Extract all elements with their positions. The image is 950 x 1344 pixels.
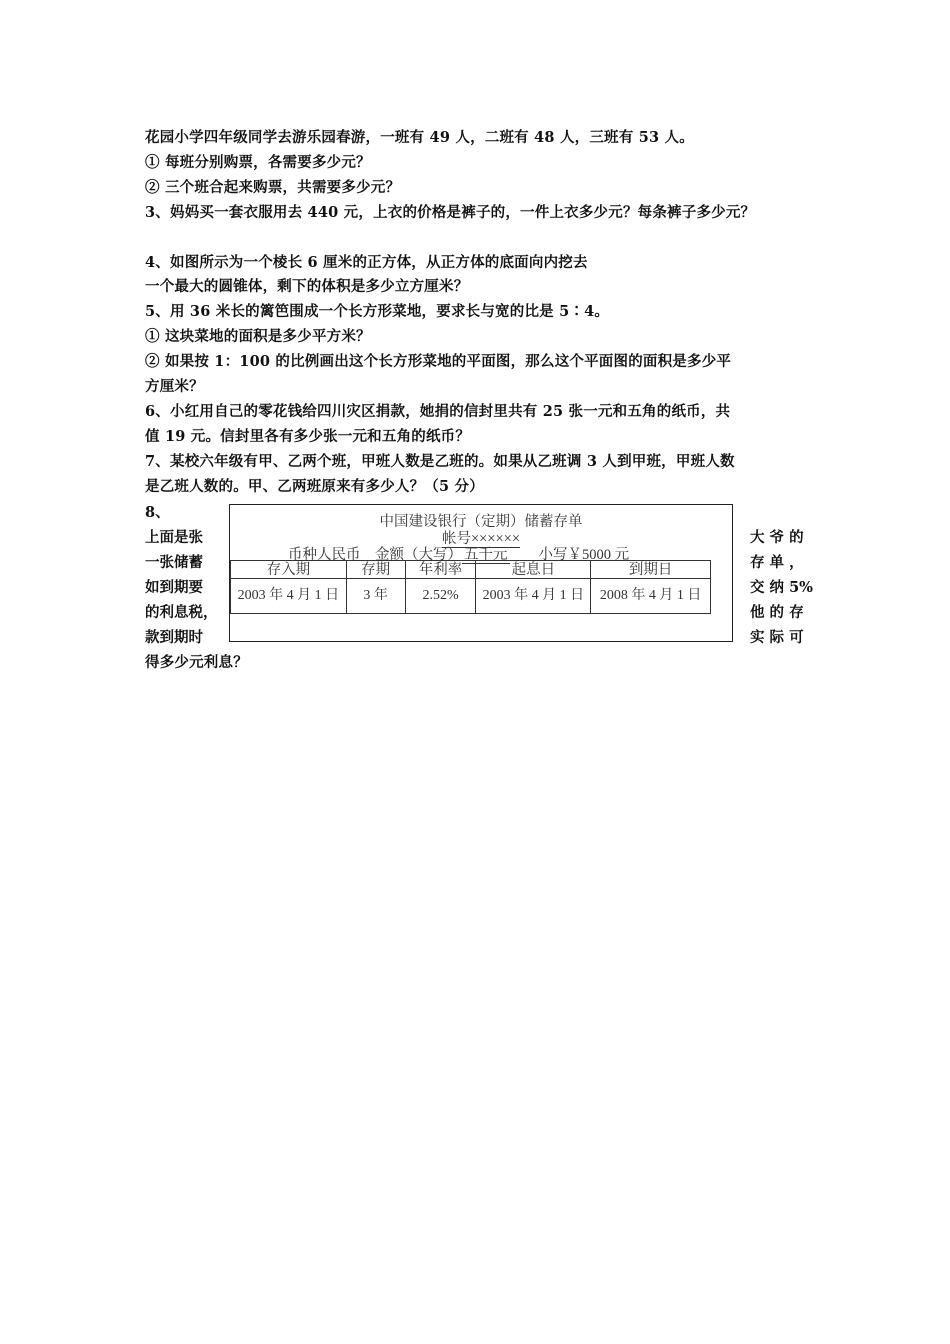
wrap-text-left: 如到期要 (145, 579, 203, 596)
problem-text-line: 一个最大的圆锥体，剩下的体积是多少立方厘米？ (145, 278, 469, 295)
problem-text-line: 方厘米？ (145, 378, 204, 395)
problem-number: 8、 (145, 504, 170, 521)
deposit-slip-title: 中国建设银行（定期）储蓄存单 (379, 514, 583, 530)
problem-text-line: 值 19 元。信封里各有多少张一元和五角的纸币？ (145, 428, 471, 445)
wrap-text-left: 上面是张 (145, 529, 203, 546)
amount-label: 金额（大写） (375, 547, 462, 563)
problem-text-line: 3、妈妈买一套衣服用去 440 元，上衣的价格是裤子的，一件上衣多少元？每条裤子多少元？ (145, 204, 756, 221)
problem-text-line: 4、如图所示为一个棱长 6 厘米的正方体，从正方体的底面向内挖去 (145, 254, 588, 271)
wrap-text-left: 款到期时 (145, 629, 203, 646)
problem-text-line: ① 每班分别购票，各需要多少元？ (145, 154, 371, 171)
problem-text-line: ② 如果按 1：100 的比例画出这个长方形菜地的平面图，那么这个平面图的面积是多少平 (145, 353, 732, 370)
header-deposit-date: 存入期 (231, 561, 347, 579)
cell-deposit-date: 2003 年 4 月 1 日 (231, 579, 347, 614)
wrap-text-right: 交 纳 5% (750, 579, 813, 596)
problem-text-line: 6、小红用自己的零花钱给四川灾区捐款，她捐的信封里共有 25 张一元和五角的纸币，共 (145, 403, 731, 420)
cell-maturity-date: 2008 年 4 月 1 日 (591, 579, 711, 614)
account-number: 帐号×××××× (441, 531, 521, 547)
deposit-table (230, 560, 711, 614)
table-header-row (231, 561, 711, 579)
problem-text-line: 得多少元利息？ (145, 654, 248, 671)
problem-text-line: 花园小学四年级同学去游乐园春游，一班有 49 人，二班有 48 人，三班有 53 人。 (145, 129, 694, 146)
wrap-text-right: 大 爷 的 (750, 529, 804, 546)
problem-text-line: 7、某校六年级有甲、乙两个班，甲班人数是乙班的。如果从乙班调 3 人到甲班，甲班人数 (145, 453, 735, 470)
header-term: 存期 (346, 561, 405, 579)
wrap-text-right: 实 际 可 (750, 629, 804, 646)
cell-rate: 2.52% (405, 579, 476, 614)
header-start-date: 起息日 (476, 561, 591, 579)
cell-term: 3 年 (346, 579, 405, 614)
header-rate: 年利率 (405, 561, 476, 579)
deposit-slip (229, 504, 733, 642)
wrap-text-left: 一张储蓄 (145, 554, 203, 571)
problem-text-line: 5、用 36 米长的篱笆围成一个长方形菜地，要求长与宽的比是 5∶4。 (145, 303, 610, 320)
wrap-text-right: 存 单 ， (750, 554, 804, 571)
problem-text-line: ② 三个班合起来购票，共需要多少元？ (145, 179, 401, 196)
amount-small: 小写￥5000 元 (538, 547, 630, 563)
table-row (231, 579, 711, 614)
wrap-text-right: 他 的 存 (750, 604, 804, 621)
wrap-text-left: 的利息税， (145, 604, 218, 621)
problem-text-line: 是乙班人数的。甲、乙两班原来有多少人？（5 分） (145, 478, 484, 495)
header-maturity-date: 到期日 (591, 561, 711, 579)
problem-text-line: ① 这块菜地的面积是多少平方米？ (145, 328, 371, 345)
currency-label: 币种人民币 (288, 547, 361, 563)
amount-value: 五千元 (464, 547, 508, 563)
cell-start-date: 2003 年 4 月 1 日 (476, 579, 591, 614)
